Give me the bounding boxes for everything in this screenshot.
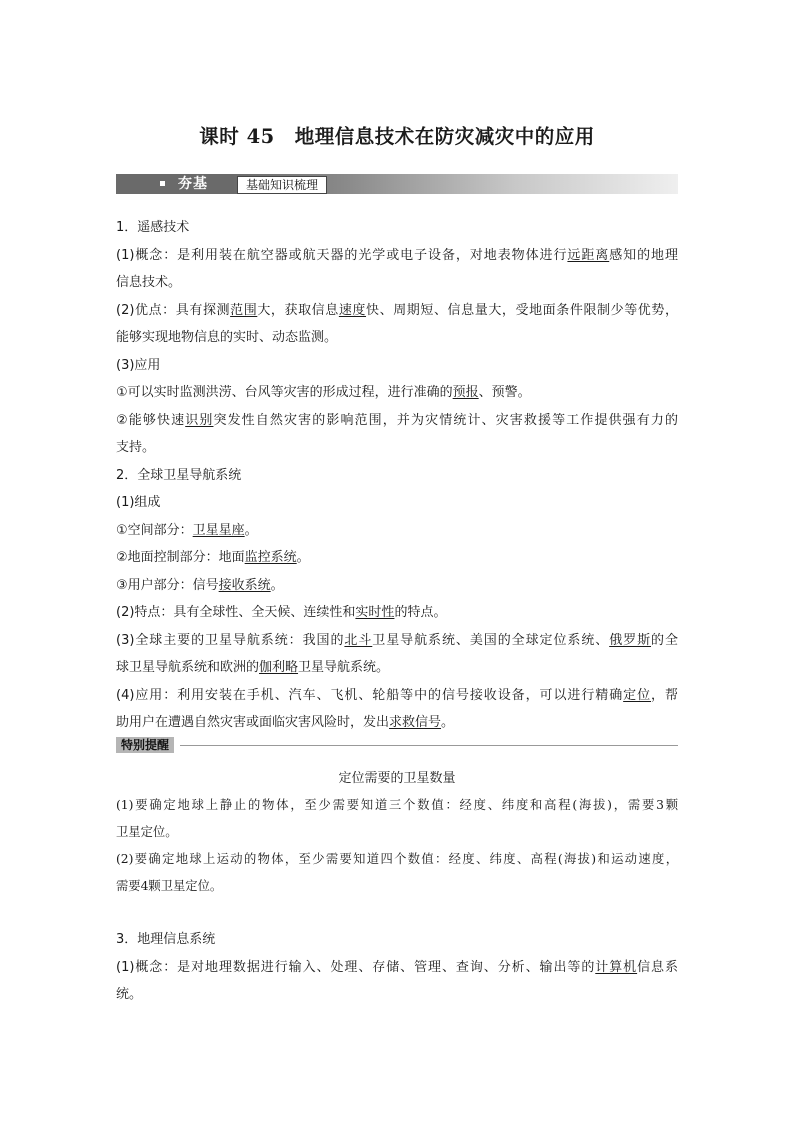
answer-blank: 预报 — [452, 385, 479, 400]
text-run: 、预警。 — [478, 385, 531, 400]
text-run: (1)概念：是利用装在航空器或航天器的光学或电子设备，对地表物体进行 — [116, 247, 568, 263]
text-line — [116, 572, 678, 600]
text-line — [116, 462, 678, 490]
text-run: 大，获取信息 — [257, 302, 339, 318]
body-text-part-1 — [116, 214, 678, 737]
note-body — [116, 792, 678, 900]
text-line — [116, 954, 678, 982]
text-run: 。 — [244, 522, 258, 538]
text-run: (2)优点：具有探测 — [116, 302, 231, 318]
text-line — [116, 269, 678, 297]
answer-blank: 接收系统 — [218, 577, 271, 593]
note-line: 卫星定位。 — [116, 825, 178, 839]
text-run: ②地面控制部分：地面 — [116, 550, 245, 565]
text-run: (1)概念：是对地理数据进行输入、处理、存储、管理、查询、分析、输出等的 — [116, 959, 596, 975]
text-run: 快、周期短、信息量大，受地面条件限制少等优势， — [366, 302, 678, 318]
text-line — [116, 242, 678, 270]
text-line — [116, 379, 678, 407]
text-run: 能够实现地物信息的实时、动态监测。 — [116, 330, 338, 345]
text-run: (3)全球主要的卫星导航系统：我国的 — [116, 632, 345, 648]
answer-blank: 监控系统 — [244, 550, 297, 565]
answer-blank: 伽利略 — [259, 660, 299, 675]
text-line — [116, 517, 678, 545]
text-run: ①可以实时监测洪涝、台风等灾害的形成过程，进行准确的 — [116, 385, 453, 400]
text-line — [116, 544, 678, 572]
text-run: (4)应用：利用安装在手机、汽车、飞机、轮船等中的信号接收设备，可以进行精确 — [116, 687, 624, 703]
text-run: 突发性自然灾害的影响范围，并为灾情统计、灾害救援等工作提供强有力的 — [213, 412, 678, 428]
answer-blank: 实时性 — [355, 605, 395, 620]
text-line — [116, 324, 678, 352]
text-line — [116, 654, 678, 682]
text-run: ③用户部分：信号 — [116, 577, 219, 593]
text-run: 。 — [296, 550, 310, 565]
text-run: ②能够快速 — [116, 412, 186, 428]
note-label: 特别提醒 — [116, 737, 174, 753]
text-run: 的特点。 — [394, 605, 447, 620]
answer-blank: 定位 — [623, 687, 652, 703]
text-run: 卫星导航系统、美国的全球定位系统、 — [372, 632, 610, 648]
text-line — [116, 682, 678, 710]
note-title: 定位需要的卫星数量 — [338, 771, 456, 786]
text-run: 支持。 — [116, 440, 156, 455]
text-run: 信息技术。 — [116, 275, 182, 290]
text-run: 1．遥感技术 — [116, 220, 190, 235]
text-run: (2)特点：具有全球性、全天候、连续性和 — [116, 605, 356, 620]
text-line — [116, 599, 678, 627]
text-run: ，帮 — [651, 687, 678, 703]
note-line: 需要4颗卫星定位。 — [116, 879, 223, 893]
note-line: (2)要确定地球上运动的物体，至少需要知道四个数值：经度、纬度、高程(海拔)和运动速度， — [116, 852, 678, 866]
text-run: ①空间部分： — [116, 522, 193, 538]
text-line — [116, 627, 678, 655]
text-run: (1)组成 — [116, 495, 161, 510]
text-run: 2．全球卫星导航系统 — [116, 467, 242, 483]
text-line — [116, 352, 678, 380]
answer-blank: 速度 — [338, 302, 367, 318]
answer-blank: 求救信号 — [389, 715, 442, 730]
text-run: 。 — [270, 577, 284, 593]
answer-blank: 卫星星座 — [192, 522, 245, 538]
text-run: 感知的地理 — [609, 247, 678, 263]
text-line — [116, 709, 678, 737]
text-line — [116, 981, 678, 1009]
answer-blank: 计算机 — [595, 959, 638, 975]
square-bullet-icon — [160, 181, 165, 186]
text-run: 统。 — [116, 987, 143, 1002]
answer-blank: 识别 — [185, 412, 214, 428]
body-text-part-2 — [116, 926, 678, 1009]
note-line: (1)要确定地球上静止的物体，至少需要知道三个数值：经度、纬度和高程(海拔)，需要3颗 — [116, 798, 678, 812]
section-subtitle: 基础知识梳理 — [237, 176, 327, 194]
text-run: 球卫星导航系统和欧洲的 — [116, 660, 260, 675]
text-run: 的全 — [651, 632, 678, 648]
page-title: 课时 45 地理信息技术在防灾减灾中的应用 — [199, 125, 595, 148]
section-title: 夯基 — [178, 176, 208, 192]
note-header — [116, 737, 678, 753]
text-line — [116, 214, 678, 242]
text-run: 。 — [441, 715, 455, 730]
answer-blank: 北斗 — [344, 632, 373, 648]
section-header — [116, 174, 678, 194]
text-line — [116, 489, 678, 517]
text-run: 助用户在遭遇自然灾害或面临灾害风险时，发出 — [116, 715, 390, 730]
text-line — [116, 926, 678, 954]
text-run: 卫星导航系统。 — [298, 660, 390, 675]
text-line — [116, 434, 678, 462]
divider — [180, 745, 678, 746]
text-run: (3)应用 — [116, 357, 161, 373]
text-run: 3．地理信息系统 — [116, 932, 216, 947]
answer-blank: 范围 — [230, 302, 258, 318]
text-line — [116, 407, 678, 435]
text-run: 信息系 — [637, 959, 678, 975]
answer-blank: 俄罗斯 — [609, 632, 652, 648]
answer-blank: 远距离 — [567, 247, 610, 263]
text-line — [116, 297, 678, 325]
